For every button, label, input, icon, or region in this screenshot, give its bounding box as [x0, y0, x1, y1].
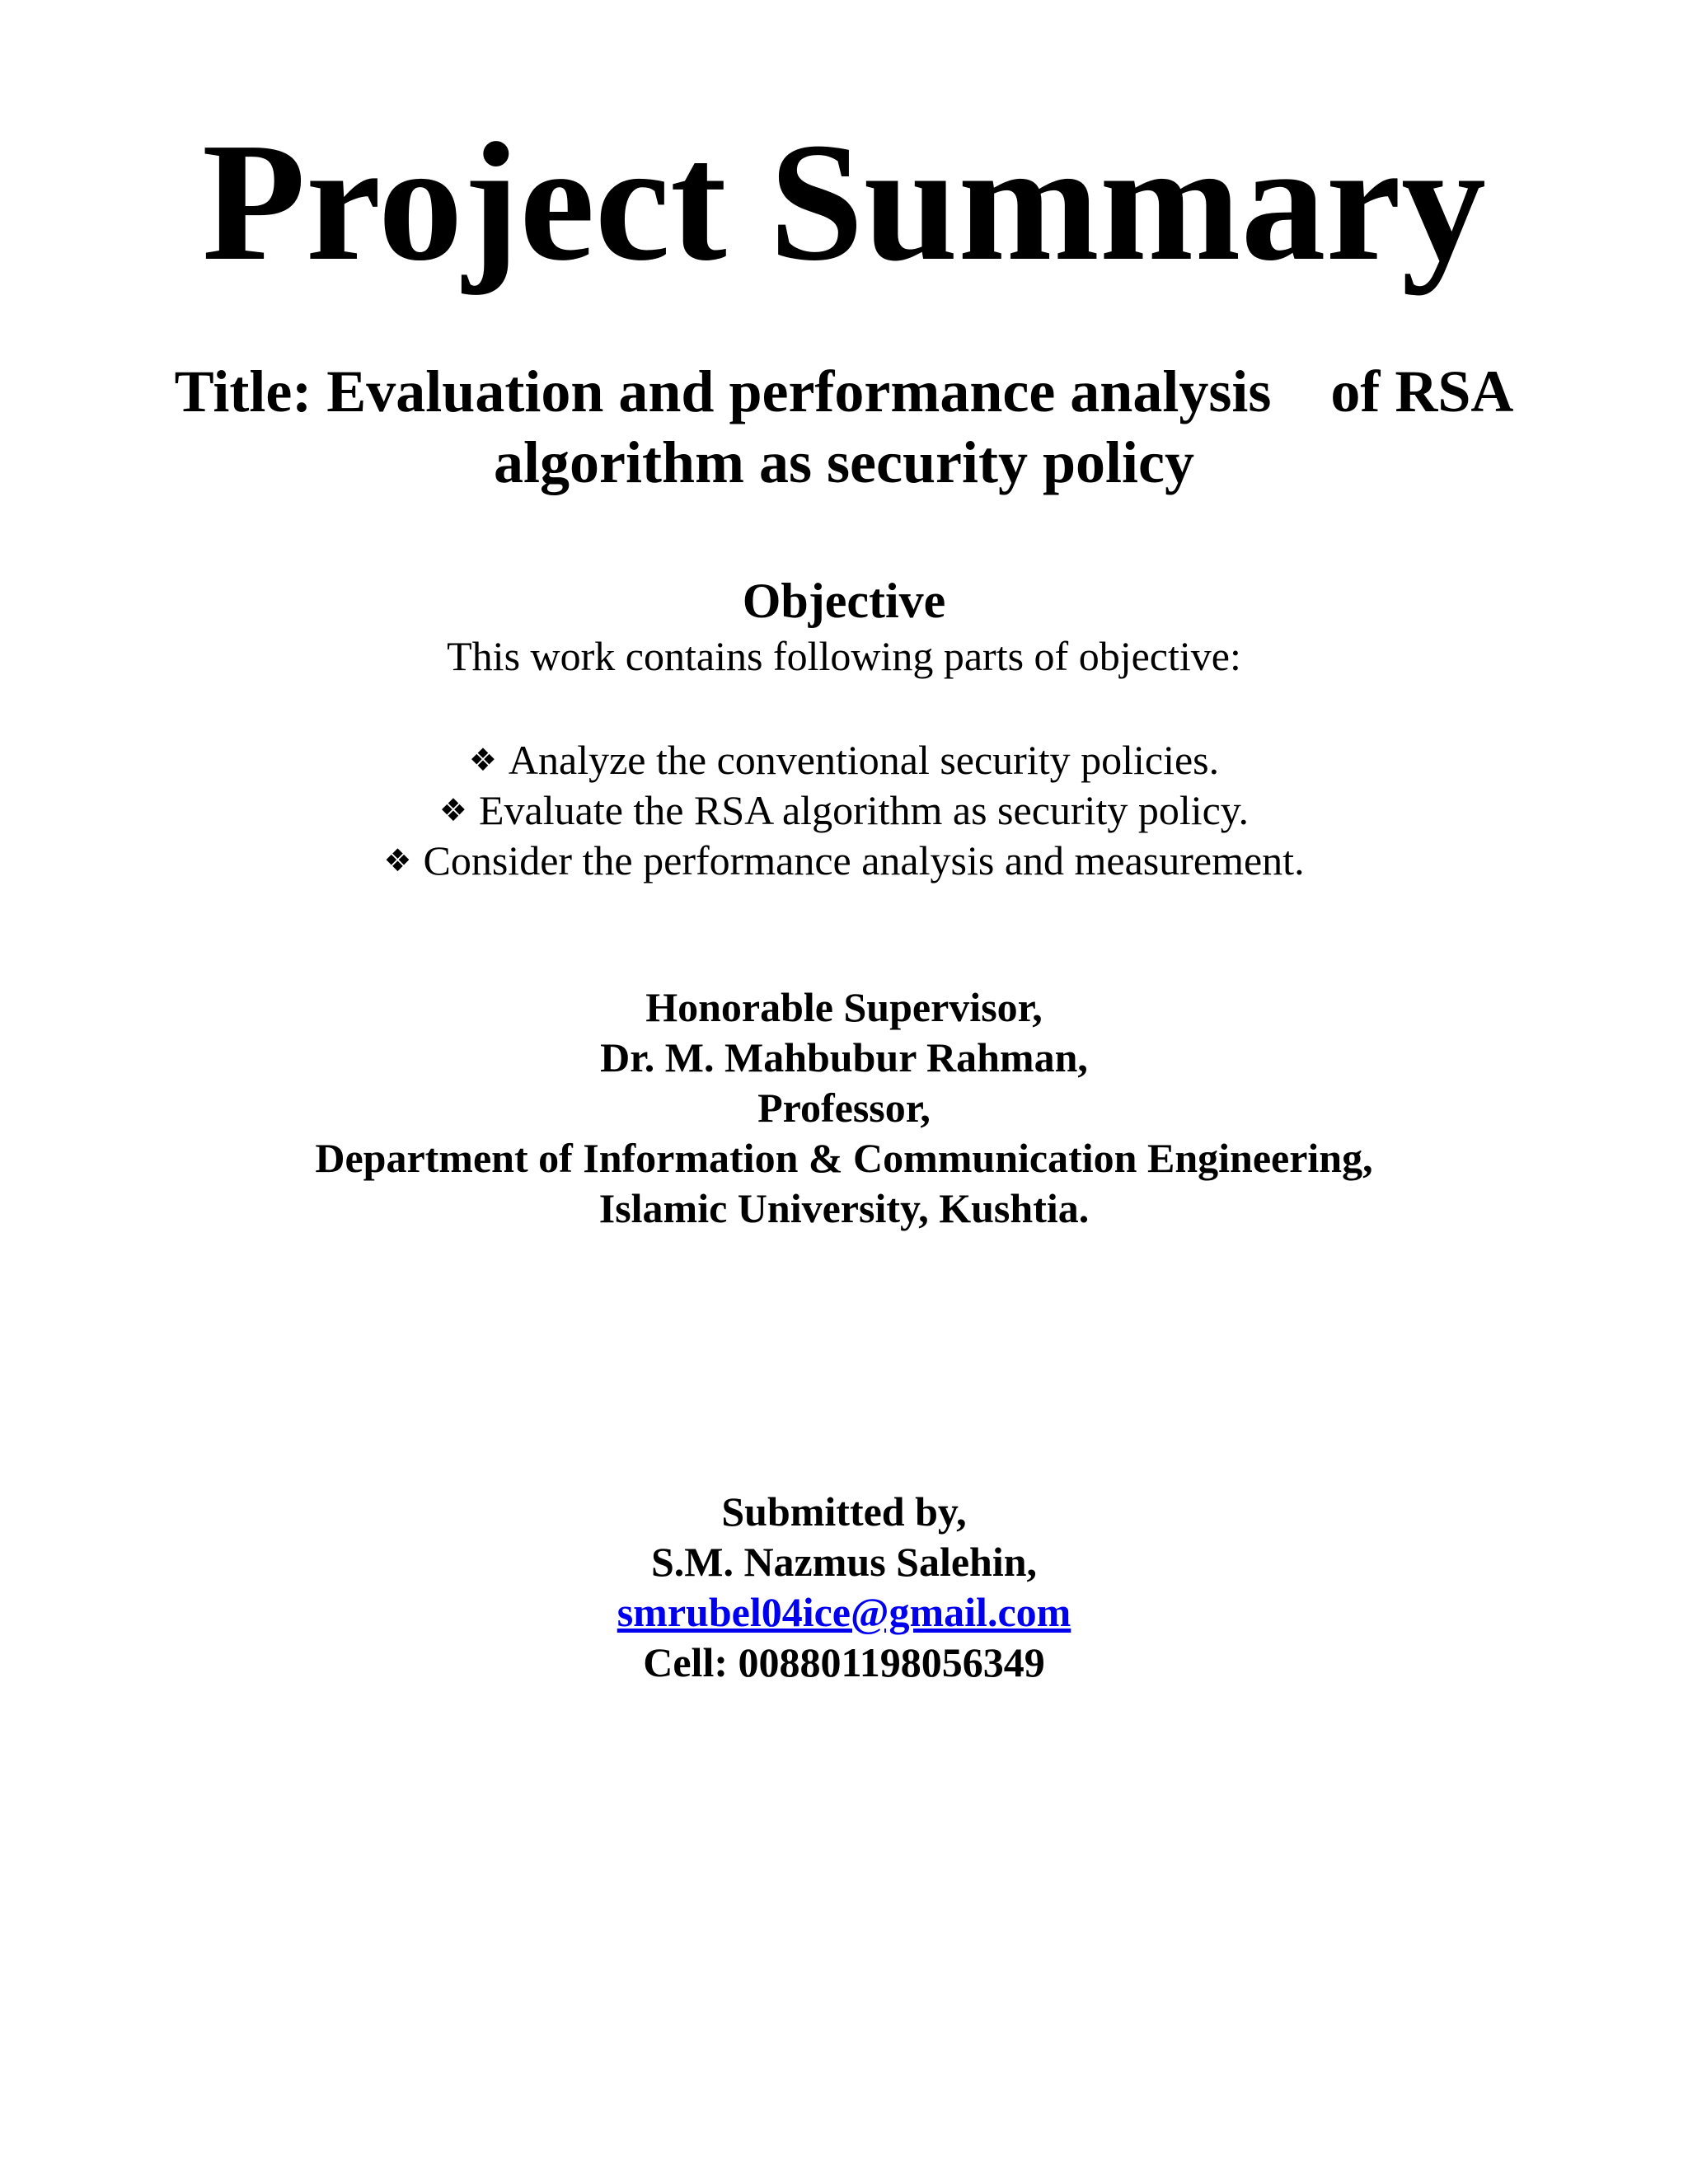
project-title: Title: Evaluation and performance analysis of RSA algorithm as security policy: [174, 359, 1529, 495]
diamond-bullet-icon: ❖: [383, 842, 412, 879]
email-row: [0, 1587, 1688, 1638]
objective-intro: This work contains following parts of objective:: [447, 633, 1241, 679]
objective-item-text: Consider the performance analysis and measurement.: [423, 837, 1305, 883]
supervisor-department: Department of Information & Communication Engineering,: [315, 1135, 1373, 1181]
supervisor-position: Professor,: [757, 1085, 931, 1131]
supervisor-block: [0, 982, 1688, 1234]
page-title: Project Summary: [202, 107, 1486, 296]
email-link[interactable]: smrubel04ice@gmail.com: [617, 1589, 1071, 1635]
supervisor-heading: Honorable Supervisor,: [645, 984, 1043, 1030]
objective-item: [0, 785, 1688, 836]
objective-list: [0, 735, 1688, 886]
objective-heading: Objective: [742, 574, 946, 628]
supervisor-name: Dr. M. Mahbubur Rahman,: [600, 1034, 1088, 1080]
submitted-heading: Submitted by,: [721, 1488, 967, 1535]
diamond-bullet-icon: ❖: [468, 742, 497, 778]
submitter-name: S.M. Nazmus Salehin,: [650, 1539, 1038, 1585]
cell-number: Cell: 008801198056349: [643, 1639, 1045, 1685]
diamond-bullet-icon: ❖: [438, 792, 467, 828]
objective-item: [0, 735, 1688, 785]
supervisor-institution: Islamic University, Kushtia.: [598, 1185, 1090, 1231]
objective-item-text: Evaluate the RSA algorithm as security policy.: [479, 787, 1250, 833]
submitted-block: [0, 1487, 1688, 1688]
objective-item: [0, 836, 1688, 886]
objective-item-text: Analyze the conventional security policies.: [508, 737, 1220, 783]
